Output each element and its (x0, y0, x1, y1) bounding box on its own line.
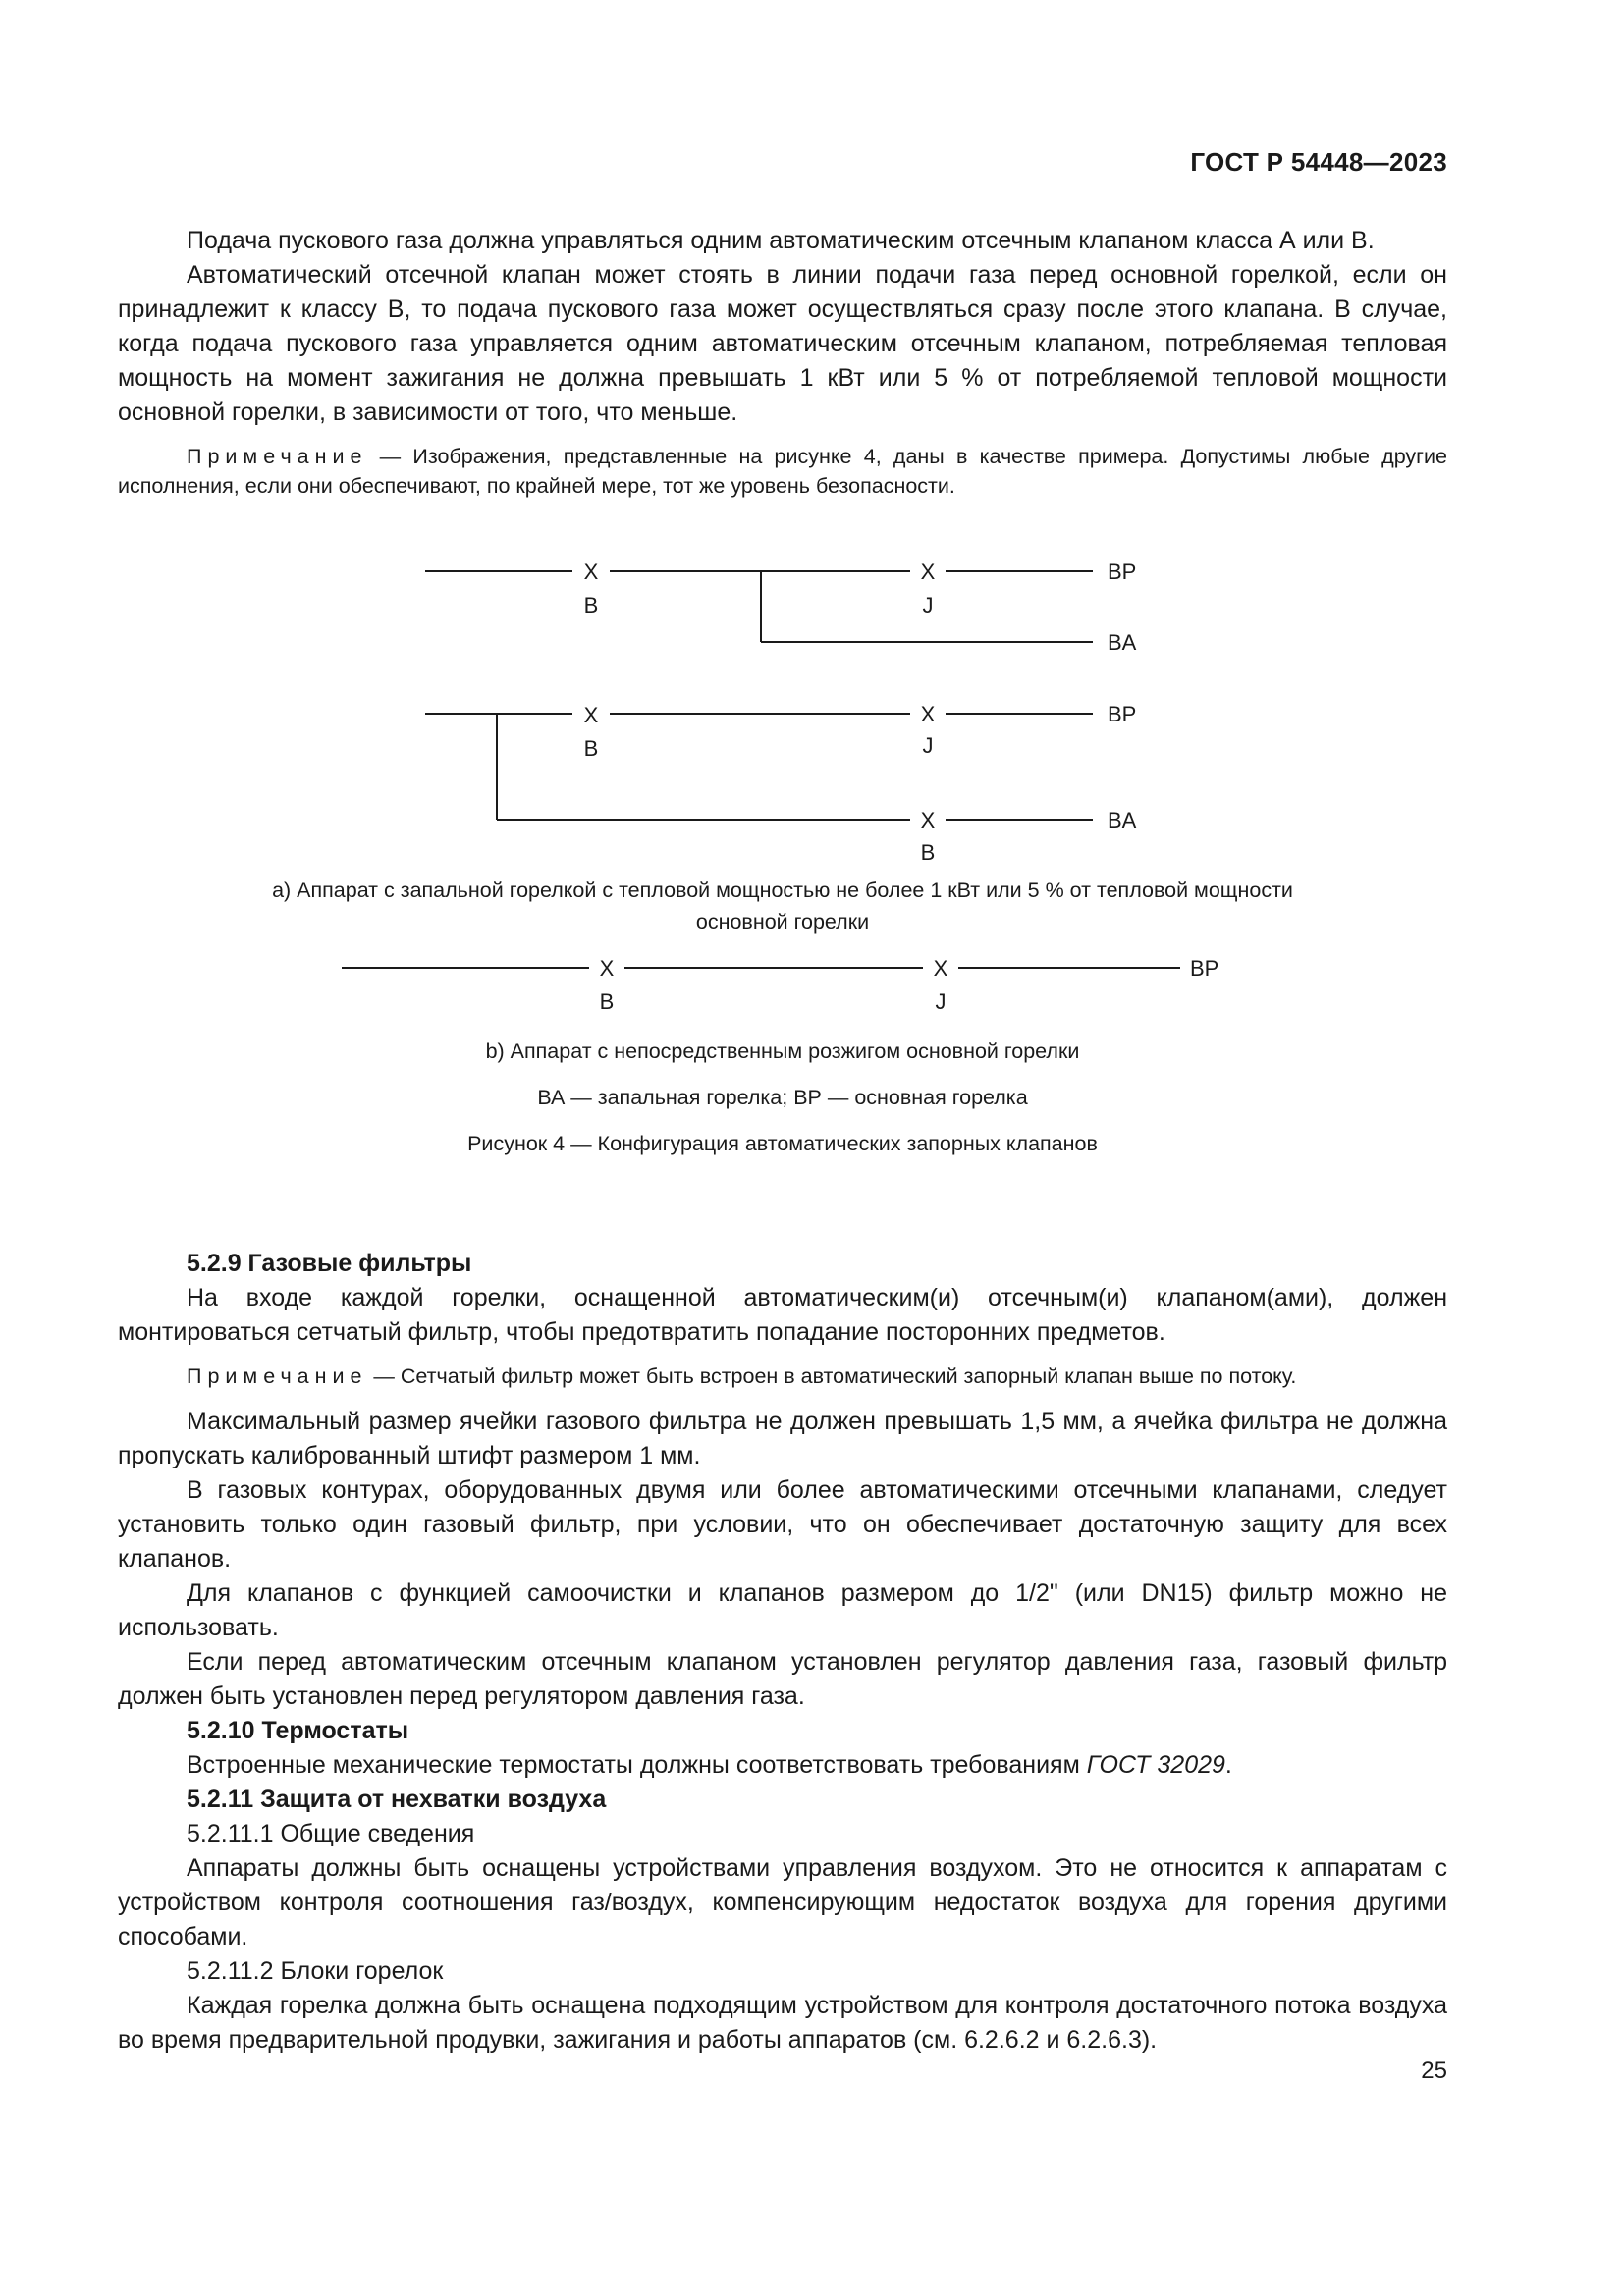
note (118, 442, 1447, 501)
note-label: Примечание (187, 1364, 368, 1388)
valve-mark: X (920, 808, 936, 832)
burner-label: BP (1108, 702, 1137, 726)
valve-class-label: B (920, 840, 936, 865)
paragraph: Каждая горелка должна быть оснащена подходящим устройством для контроля достаточного потока воздуха во время предварительной продувки, зажигания и работы аппаратов (см. 6.2.6.2 и 6.2.6.3). (118, 1992, 1447, 2054)
paragraph: Подача пускового газа должна управляться одним автоматическим отсечным клапаном класса А или В. (187, 227, 1375, 254)
paragraph: В газовых контурах, оборудованных двумя или более автоматическими отсечными клапанами, следует установить только один газовый фильтр, при условии, что он обеспечивает достаточную защиту для всех клапанов. (118, 1476, 1447, 1573)
paragraph: Максимальный размер ячейки газового фильтра не должен превышать 1,5 мм, а ячейка фильтра не должна пропускать калиброванный штифт размером 1 мм. (118, 1408, 1447, 1469)
paragraph: На входе каждой горелки, оснащенной автоматическим(и) отсечным(и) клапаном(ами), должен монтироваться сетчатый фильтр, чтобы предотвратить попадание посторонних предметов. (118, 1284, 1447, 1346)
burner-label: BA (1108, 808, 1137, 832)
figure-legend: ВА — запальная горелка; ВР — основная горелка (537, 1086, 1028, 1109)
figure-caption-b: b) Аппарат с непосредственным розжигом основной горелки (485, 1040, 1080, 1063)
subsection-title: 5.2.11.2 Блоки горелок (187, 1957, 444, 1985)
valve-mark: X (583, 703, 599, 727)
valve-mark: X (583, 560, 599, 584)
paragraph: Для клапанов с функцией самоочистки и клапанов размером до 1/2" (или DN15) фильтр можно не использовать. (118, 1579, 1447, 1641)
section-heading: 5.2.9 Газовые фильтры (187, 1250, 472, 1277)
section-heading: 5.2.11 Защита от нехватки воздуха (187, 1786, 607, 1813)
standard-reference: ГОСТ 32029 (1086, 1751, 1225, 1779)
note (118, 1362, 1447, 1391)
valve-class-label: B (583, 736, 599, 761)
burner-label: BP (1190, 956, 1219, 981)
figure-title: Рисунок 4 — Конфигурация автоматических запорных клапанов (467, 1132, 1098, 1155)
figure-caption-a-cont: основной горелки (695, 910, 870, 934)
paragraph (118, 1748, 1447, 1783)
section-heading: 5.2.10 Термостаты (187, 1717, 409, 1744)
page-number: 25 (1421, 2057, 1447, 2084)
valve-class-label: J (922, 593, 934, 617)
valve-mark: X (920, 560, 936, 584)
subsection-title: 5.2.11.1 Общие сведения (187, 1820, 475, 1847)
valve-mark: X (933, 956, 948, 981)
valve-class-label: B (599, 989, 615, 1014)
note-text: — Сетчатый фильтр может быть встроен в автоматический запорный клапан выше по потоку. (367, 1364, 1297, 1388)
figure-4 (118, 520, 1447, 1247)
valve-class-label: J (935, 989, 947, 1014)
valve-mark: X (599, 956, 615, 981)
valve-class-label: J (922, 733, 934, 758)
note-text: — Изображения, представленные на рисунке 4, даны в качестве примера. Допустимы любые другие исполнения, если они обеспечивают, по крайней мере, тот же уровень безопасности. (118, 445, 1447, 498)
note-label: Примечание (187, 445, 368, 468)
burner-label: BP (1108, 560, 1137, 584)
paragraph: Аппараты должны быть оснащены устройствами управления воздухом. Это не относится к аппаратам с устройством контроля соотношения газ/воздух, компенсирующим недостаток воздуха для горения другими способами. (118, 1854, 1447, 1950)
text-run: . (1224, 1751, 1232, 1779)
text-run: Встроенные механические термостаты должны соответствовать требованиям (187, 1751, 1087, 1779)
paragraph: Если перед автоматическим отсечным клапаном установлен регулятор давления газа, газовый фильтр должен быть установлен перед регулятором давления газа. (118, 1648, 1447, 1710)
page-content (118, 224, 1447, 2057)
figure-caption-a: а) Аппарат с запальной горелкой с тепловой мощностью не более 1 кВт или 5 % от тепловой мощности (272, 879, 1293, 902)
paragraph: Автоматический отсечной клапан может стоять в линии подачи газа перед основной горелкой, если он принадлежит к классу В, то подача пускового газа может осуществляться сразу после этого клапана. В случае, когда подача пускового газа управляется одним автоматическим отсечным клапаном, потребляемая тепловая мощность на момент зажигания не должна превышать 1 кВт или 5 % от потребляемой тепловой мощности основной горелки, в зависимости от того, что меньше. (118, 261, 1447, 426)
valve-class-label: B (583, 593, 599, 617)
page-header: ГОСТ Р 54448—2023 (1190, 147, 1447, 177)
burner-label: BA (1108, 630, 1137, 655)
valve-mark: X (920, 702, 936, 726)
